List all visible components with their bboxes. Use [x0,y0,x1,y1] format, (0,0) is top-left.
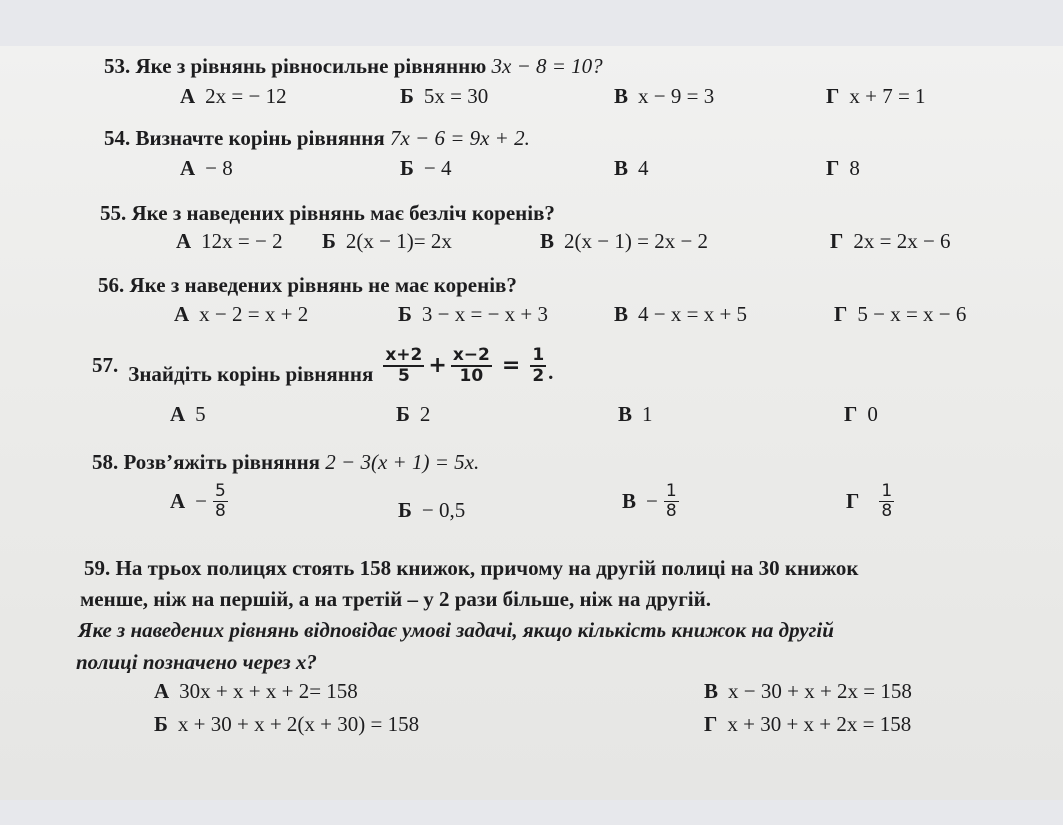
option-value: 2(x − 1) = 2x − 2 [564,229,709,253]
option-a[interactable]: А 5 [170,402,206,426]
plus-sign: + [428,353,447,378]
question-59-line-4: полиці позначено через x? [76,650,317,674]
option-a[interactable]: А 2x = − 12 [180,84,287,108]
fraction-5-over-8: $\frac{5}{8}$ [215,481,226,521]
option-value: x + 30 + x + 2x = 158 [727,712,912,736]
option-b[interactable]: Б 5x = 30 [400,84,489,108]
question-number: 54. [104,126,131,150]
option-b[interactable]: Б 2 [396,402,431,426]
question-number: 55. [100,201,127,225]
option-value: 12x = − 2 [201,229,283,253]
option-value: − 4 [423,156,452,180]
option-value: 8 [849,156,860,180]
option-value: − 0,5 [421,498,466,522]
option-v[interactable]: В − $\frac{1}{8}$ [622,481,677,521]
equals-sign: = [501,353,521,378]
fraction-x-plus-2-over-5: $\frac{x+2}{5}$ [385,344,423,386]
question-54 [104,126,530,151]
option-a[interactable]: А 12x = − 2 [176,229,283,253]
fraction-1-over-2: $\frac{1}{2}$ [532,344,545,386]
option-a[interactable]: А − $\frac{5}{8}$ [170,481,226,521]
question-55 [100,201,555,226]
question-number: 53. [104,54,131,78]
option-value: x − 30 + x + 2x = 158 [728,679,912,703]
option-value: 1 [642,402,653,426]
question-58 [92,450,479,475]
question-number: 56. [98,273,125,297]
option-b[interactable]: Б − 4 [400,156,452,180]
option-b[interactable]: Б 2(x − 1)= 2x [322,229,452,253]
option-value: 4 [638,156,649,180]
question-text: Яке з рівнянь рівносильне рівнянню [135,54,487,78]
option-b[interactable]: Б 3 − x = − x + 3 [398,302,549,326]
option-value: 3 − x = − x + 3 [421,302,549,326]
question-equation: 3x − 8 = 10? [491,54,603,78]
question-text: Розв’яжіть рівняння [123,450,321,474]
option-value: x + 30 + x + 2(x + 30) = 158 [177,712,420,736]
question-number: 57. [92,353,119,377]
question-59-line-1: 59. На трьох полицях стоять 158 книжок, причому на другій полиці на 30 книжок [84,556,859,580]
option-value: 5 − x = x − 6 [857,302,967,326]
option-a[interactable]: А 30x + x + x + 2= 158 [154,679,358,703]
option-value: x + 7 = 1 [849,84,926,108]
question-number: 58. [92,450,119,474]
question-equation: 7x − 6 = 9x + 2. [389,126,530,150]
option-v[interactable]: В 1 [618,402,653,426]
question-57: 57. Знайдіть корінь рівняння $\frac{x+2}{5}$ + $\frac{x-2}{10}$ = $\frac{1}{2}$ . [92,344,554,386]
option-g[interactable]: Г x + 7 = 1 [826,84,926,108]
option-b[interactable]: Б − 0,5 [398,498,466,522]
option-value: 2x = 2x − 6 [853,229,951,253]
option-value: 0 [867,402,878,426]
fraction-1-over-8: $\frac{1}{8}$ [881,481,893,521]
question-56 [98,273,517,298]
option-g[interactable]: Г 5 − x = x − 6 [834,302,967,326]
question-text: Знайдіть корінь рівняння [128,362,374,386]
option-value: 30x + x + x + 2= 158 [179,679,358,703]
option-b[interactable]: Б x + 30 + x + 2(x + 30) = 158 [154,712,420,736]
option-v[interactable]: В 2(x − 1) = 2x − 2 [540,229,709,253]
option-value: 4 − x = x + 5 [638,302,748,326]
option-value: − 8 [205,156,233,180]
question-59-line-2: менше, ніж на першій, а на третій – у 2 рази більше, ніж на другій. [80,587,711,611]
option-v[interactable]: В x − 9 = 3 [614,84,715,108]
option-value: 2(x − 1)= 2x [345,229,452,253]
option-g[interactable]: Г 0 [844,402,878,426]
option-v[interactable]: В 4 − x = x + 5 [614,302,748,326]
option-v[interactable]: В 4 [614,156,649,180]
question-53 [104,54,603,79]
option-a[interactable]: А − 8 [180,156,233,180]
option-value: 5 [195,402,206,426]
option-value: 5x = 30 [423,84,489,108]
option-g[interactable]: Г x + 30 + x + 2x = 158 [704,712,912,736]
fraction-1-over-8: $\frac{1}{8}$ [665,481,677,521]
option-value: 2x = − 12 [205,84,287,108]
option-g[interactable]: Г 2x = 2x − 6 [830,229,951,253]
option-value: x − 2 = x + 2 [199,302,309,326]
option-g[interactable]: Г 8 [826,156,860,180]
question-equation: 2 − 3(x + 1) = 5x. [325,450,480,474]
option-a[interactable]: А x − 2 = x + 2 [174,302,309,326]
question-text: Яке з наведених рівнянь не має коренів? [129,273,517,297]
option-value: 2 [419,402,431,426]
question-text: Яке з наведених рівнянь має безліч коренів? [131,201,555,225]
question-59-line-3: Яке з наведених рівнянь відповідає умові задачі, якщо кількість книжок на другій [78,618,834,642]
option-g[interactable]: Г $\frac{1}{8}$ [846,481,893,521]
fraction-x-minus-2-over-10: $\frac{x-2}{10}$ [452,344,490,386]
worksheet-page [0,46,1063,800]
option-value: x − 9 = 3 [638,84,715,108]
option-v[interactable]: В x − 30 + x + 2x = 158 [704,679,912,703]
question-text: Визначте корінь рівняння [135,126,385,150]
